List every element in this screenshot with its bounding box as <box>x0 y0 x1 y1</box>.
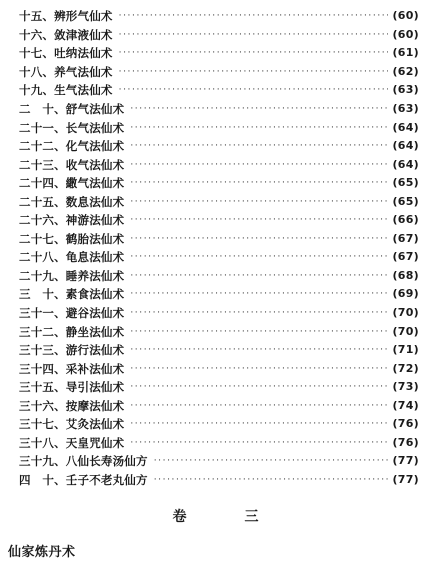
toc-entry-title: 二十四、繖气法仙术 <box>19 176 125 191</box>
toc-entry <box>19 230 419 249</box>
toc-dot-leader <box>130 341 388 359</box>
toc-dot-leader <box>130 230 388 248</box>
toc-entry-page-number: (60) <box>392 9 419 23</box>
toc-entry-page-number: (76) <box>392 435 419 449</box>
toc-entry <box>19 155 419 174</box>
toc-dot-leader <box>130 174 388 192</box>
toc-entry-page-number: (76) <box>392 417 419 431</box>
toc-dot-leader <box>119 63 389 81</box>
volume-heading: 卷 三 <box>172 509 281 525</box>
toc-entry-title: 二十五、数息法仙术 <box>19 194 125 209</box>
toc-dot-leader <box>119 81 389 99</box>
toc-entry-title: 十九、生气法仙术 <box>19 83 113 98</box>
toc-entry-page-number: (63) <box>392 102 419 115</box>
toc-entry <box>19 304 419 323</box>
toc-entry-title: 十六、敛津液仙术 <box>19 27 113 42</box>
toc-dot-leader <box>130 360 388 378</box>
toc-entry-page-number: (71) <box>392 343 419 357</box>
toc-entry-page-number: (62) <box>392 64 419 78</box>
toc-dot-leader <box>130 267 388 285</box>
toc-entry-page-number: (65) <box>392 194 419 208</box>
toc-entry-title: 三十五、导引法仙术 <box>19 380 125 395</box>
toc-dot-leader <box>119 26 389 44</box>
toc-entry-title: 三十九、八仙长寿汤仙方 <box>19 454 148 469</box>
toc-entry-page-number: (67) <box>392 250 419 264</box>
toc-entry <box>19 26 419 45</box>
toc-entry-title: 三十一、避谷法仙术 <box>19 306 125 321</box>
toc-entry-title: 三十二、静坐法仙术 <box>19 324 125 339</box>
toc-entry-title: 二十三、收气法仙术 <box>19 157 125 172</box>
toc-entry <box>19 7 419 26</box>
toc-entry-page-number: (72) <box>392 361 419 375</box>
toc-entry <box>19 137 419 156</box>
toc-dot-leader <box>130 156 388 174</box>
toc-dot-leader <box>130 304 388 322</box>
toc-entry-title: 二十八、龟息法仙术 <box>19 250 125 265</box>
toc-entry-title: 二十六、神游法仙术 <box>19 213 125 228</box>
toc-entry-page-number: (73) <box>392 380 419 394</box>
toc-dot-leader <box>154 471 389 489</box>
toc-entry-title: 四 十、壬子不老丸仙方 <box>19 472 148 487</box>
table-of-contents <box>19 7 419 489</box>
toc-dot-leader <box>130 211 388 229</box>
toc-entry-page-number: (64) <box>392 157 419 171</box>
toc-dot-leader <box>130 378 388 396</box>
toc-entry-page-number: (69) <box>392 287 419 301</box>
toc-entry-title: 三十八、天皇咒仙术 <box>19 435 125 450</box>
toc-entry <box>19 396 419 415</box>
toc-entry-page-number: (74) <box>392 398 419 412</box>
toc-entry-title: 二 十、舒气法仙术 <box>19 102 125 116</box>
toc-entry-title: 三十七、艾灸法仙术 <box>19 417 125 432</box>
toc-entry <box>19 211 419 230</box>
toc-dot-leader <box>130 119 388 137</box>
toc-dot-leader <box>130 415 388 433</box>
toc-entry-page-number: (70) <box>392 324 419 338</box>
toc-entry-title: 三十四、采补法仙术 <box>19 361 125 376</box>
toc-entry <box>19 174 419 193</box>
toc-entry <box>19 341 419 360</box>
toc-entry-title: 三十三、游行法仙术 <box>19 343 125 358</box>
toc-dot-leader <box>130 193 388 211</box>
toc-dot-leader <box>130 137 388 155</box>
toc-entry-page-number: (60) <box>392 27 419 41</box>
toc-entry-page-number: (70) <box>392 306 419 320</box>
toc-entry <box>19 81 419 100</box>
toc-entry-page-number: (67) <box>392 231 419 245</box>
toc-entry <box>19 248 419 267</box>
toc-entry-title: 三 十、素食法仙术 <box>19 287 125 302</box>
toc-entry-title: 十五、辨形气仙术 <box>19 9 113 24</box>
toc-entry <box>19 452 419 471</box>
toc-entry <box>19 471 419 490</box>
toc-entry <box>19 378 419 397</box>
toc-dot-leader <box>154 452 389 470</box>
toc-entry-title: 二十一、长气法仙术 <box>19 120 125 135</box>
toc-entry <box>19 359 419 378</box>
toc-entry <box>19 415 419 434</box>
toc-dot-leader <box>119 7 389 25</box>
toc-entry-page-number: (77) <box>392 472 419 486</box>
toc-entry-title: 十七、吐纳法仙术 <box>19 46 113 61</box>
toc-entry-page-number: (65) <box>392 176 419 190</box>
toc-entry <box>19 63 419 82</box>
toc-dot-leader <box>130 397 388 415</box>
toc-dot-leader <box>130 100 388 118</box>
toc-dot-leader <box>130 248 388 266</box>
section-heading: 仙家炼丹术 <box>8 545 76 560</box>
toc-entry-page-number: (61) <box>392 46 419 60</box>
toc-entry-page-number: (68) <box>392 268 419 282</box>
toc-entry-page-number: (64) <box>392 139 419 153</box>
toc-entry <box>19 192 419 211</box>
toc-entry-title: 二十九、睡养法仙术 <box>19 268 125 283</box>
toc-entry-page-number: (63) <box>392 83 419 97</box>
toc-entry-title: 二十二、化气法仙术 <box>19 139 125 154</box>
toc-entry-title: 三十六、按摩法仙术 <box>19 398 125 413</box>
toc-dot-leader <box>119 44 389 62</box>
toc-entry <box>19 267 419 286</box>
toc-entry-page-number: (64) <box>392 120 419 134</box>
toc-entry <box>19 434 419 453</box>
toc-entry-title: 十八、养气法仙术 <box>19 64 113 79</box>
toc-entry <box>19 118 419 137</box>
toc-dot-leader <box>130 434 388 452</box>
toc-entry-page-number: (66) <box>392 213 419 227</box>
toc-entry-page-number: (77) <box>392 454 419 468</box>
toc-dot-leader <box>130 323 388 341</box>
toc-entry <box>19 100 419 119</box>
toc-entry <box>19 322 419 341</box>
toc-entry <box>19 44 419 63</box>
toc-entry <box>19 285 419 304</box>
toc-entry-title: 二十七、鹤胎法仙术 <box>19 231 125 246</box>
toc-dot-leader <box>130 285 388 303</box>
